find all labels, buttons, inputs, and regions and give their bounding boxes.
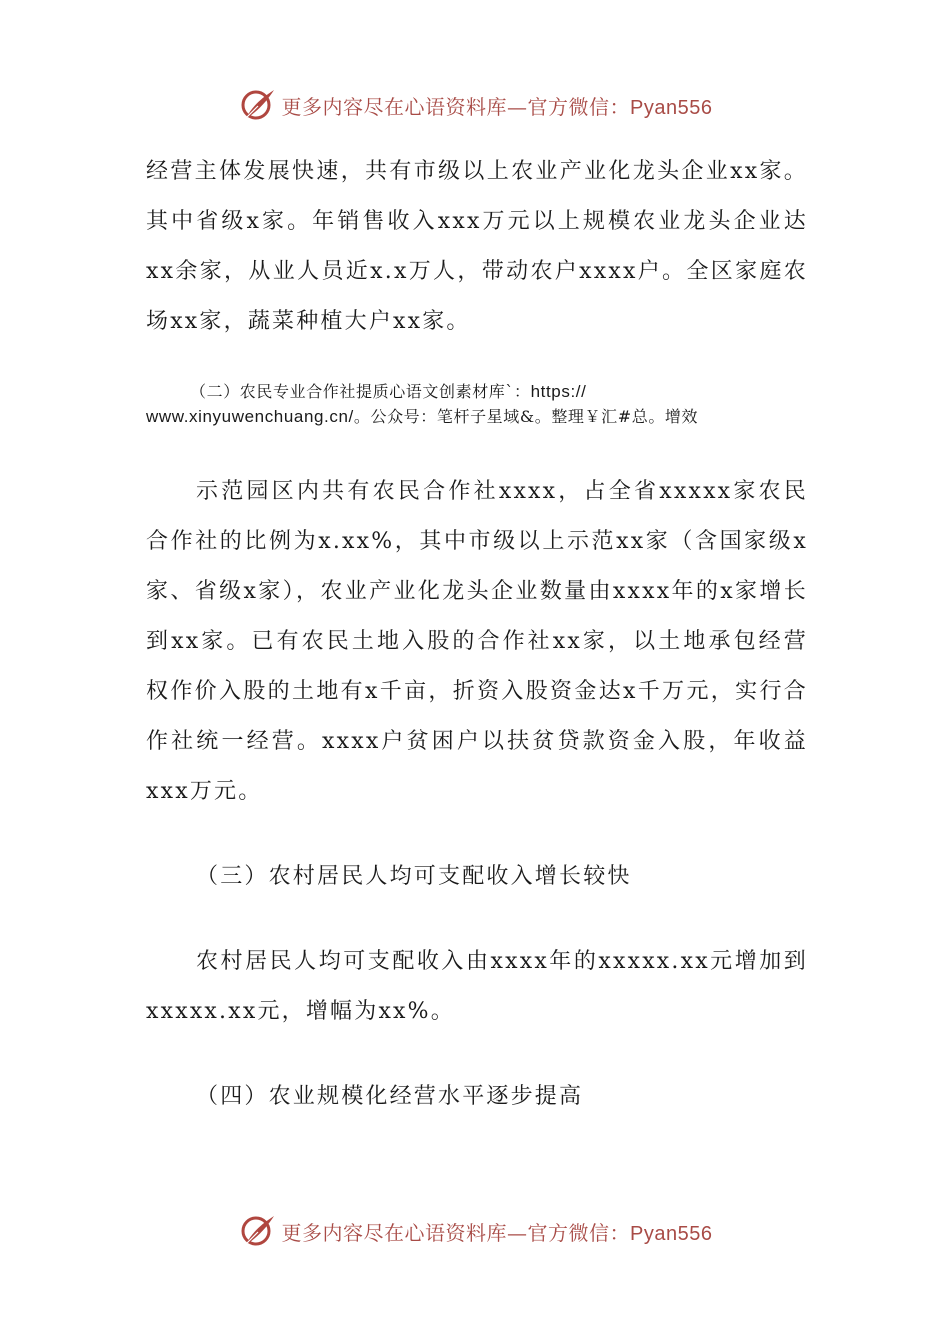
header-wechat-id: Pyan556	[630, 96, 713, 119]
source-url-part2: www.xinyuwenchuang.cn/	[146, 407, 354, 426]
quill-pen-logo-icon	[238, 85, 278, 125]
source-url-part1: https://	[530, 382, 587, 401]
header-banner	[0, 80, 950, 130]
paragraph-income: 农村居民人均可支配收入由xxxx年的xxxxx.xx元增加到xxxxx.xx元，增幅为xx%。	[146, 949, 808, 1024]
paragraph-cooperatives: 示范园区内共有农民合作社xxxx，占全省xxxxx家农民合作社的比例为x.xx%，其中市级以上示范xx家（含国家级x家、省级x家），农业产业化龙头企业数量由xxxx年的x家增长到xx家。已有农民土地入股的合作社xx家，以土地承包经营权作价入股的土地有x千亩，折资入股资金达x千万元，实行合作社统一经营。xxxx户贫困户以扶贫贷款资金入股，年收益xxx万元。	[146, 479, 808, 804]
header-banner-text: 更多内容尽在心语资料库—官方微信：Pyan556	[281, 94, 713, 119]
quill-pen-logo-icon	[238, 1211, 278, 1251]
footer-banner-text: 更多内容尽在心语资料库—官方微信：Pyan556	[281, 1220, 713, 1245]
section-three-heading: （三）农村居民人均可支配收入增长较快	[196, 864, 632, 889]
section-two-tail: 。公众号：笔杆子星域&。整理￥汇#总。增效	[353, 407, 699, 426]
footer-wechat-id: Pyan556	[630, 1222, 713, 1245]
section-two-title: （二）农民专业合作社提质心语文创素材库`：	[190, 382, 531, 401]
section-four-heading: （四）农业规模化经营水平逐步提高	[196, 1084, 584, 1109]
paragraph-business-entities: 经营主体发展快速，共有市级以上农业产业化龙头企业xx家。其中省级x家。年销售收入xxx万元以上规模农业龙头企业达xx余家，从业人员近x.x万人，带动农户xxxx户。全区家庭农场xx家，蔬菜种植大户xx家。	[146, 159, 808, 334]
section-two-heading	[146, 379, 826, 429]
footer-banner	[0, 1206, 950, 1256]
